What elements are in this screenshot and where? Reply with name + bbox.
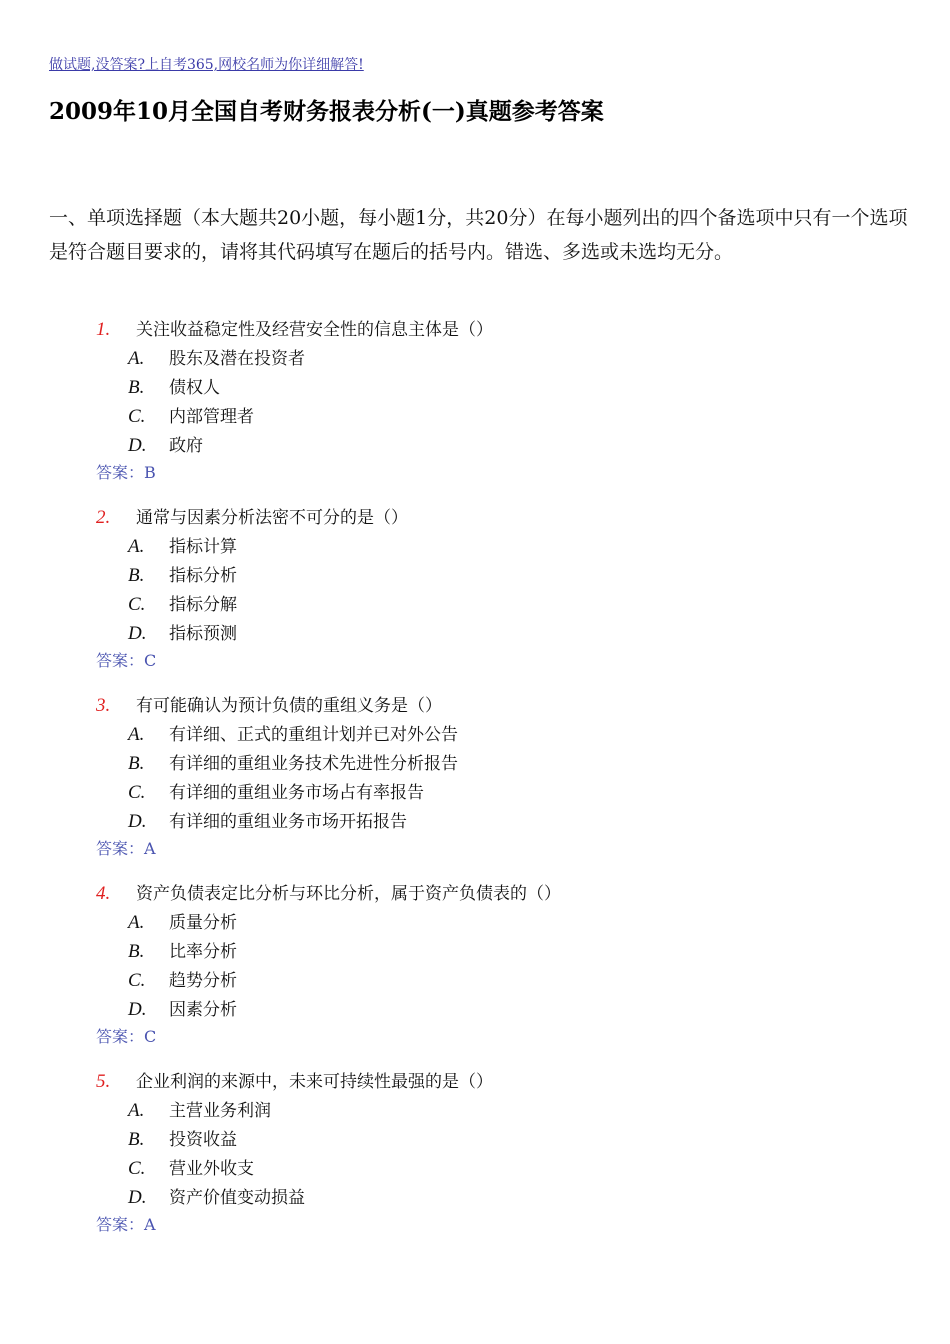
option-c [128, 1154, 254, 1183]
option-text: 趋势分析 [169, 971, 237, 991]
option-text: 有详细、正式的重组计划并已对外公告 [169, 725, 458, 745]
question-list [0, 315, 950, 1255]
option-b [128, 561, 237, 590]
option-text: 投资收益 [169, 1130, 237, 1150]
option-letter: D. [128, 811, 147, 832]
option-letter: A. [128, 536, 145, 557]
answer-text: 答案：A [96, 839, 156, 858]
option-b [128, 1125, 237, 1154]
question-item [0, 879, 950, 1067]
option-d [128, 619, 237, 648]
option-letter: D. [128, 999, 147, 1020]
option-d [128, 431, 203, 460]
question-text: 资产负债表定比分析与环比分析，属于资产负债表的（） [136, 884, 561, 904]
option-letter: A. [128, 1100, 145, 1121]
option-c [128, 778, 424, 807]
question-stem [96, 691, 442, 721]
option-b [128, 373, 220, 402]
question-item [0, 1067, 950, 1255]
option-letter: C. [128, 782, 146, 803]
page-title: 2009年10月全国自考财务报表分析(一)真题参考答案 [49, 98, 604, 125]
option-text: 股东及潜在投资者 [169, 349, 305, 369]
answer-text: 答案：C [96, 1027, 157, 1046]
option-letter: A. [128, 912, 145, 933]
option-letter: C. [128, 594, 146, 615]
option-text: 指标分解 [169, 595, 237, 615]
option-text: 比率分析 [169, 942, 237, 962]
question-item [0, 503, 950, 691]
option-text: 有详细的重组业务市场占有率报告 [169, 783, 424, 803]
option-text: 指标预测 [169, 624, 237, 644]
promo-link[interactable]: 做试题,没答案?上自考365,网校名师为你详细解答! [49, 57, 364, 73]
option-c [128, 590, 237, 619]
option-text: 营业外收支 [169, 1159, 254, 1179]
question-stem [96, 1067, 493, 1097]
question-number: 3. [96, 695, 111, 716]
question-number: 5. [96, 1071, 111, 1092]
option-b [128, 937, 237, 966]
question-item [0, 691, 950, 879]
option-text: 因素分析 [169, 1000, 237, 1020]
answer-text: 答案：A [96, 1215, 156, 1234]
answer-text: 答案：C [96, 651, 157, 670]
option-a [128, 344, 305, 373]
option-letter: C. [128, 406, 146, 427]
option-text: 指标计算 [169, 537, 237, 557]
option-c [128, 402, 254, 431]
option-text: 内部管理者 [169, 407, 254, 427]
question-text: 企业利润的来源中，未来可持续性最强的是（） [136, 1072, 493, 1092]
question-number: 1. [96, 319, 111, 340]
option-text: 质量分析 [169, 913, 237, 933]
option-letter: B. [128, 753, 145, 774]
option-text: 债权人 [169, 378, 220, 398]
option-letter: B. [128, 377, 145, 398]
option-d [128, 1183, 305, 1212]
option-d [128, 807, 407, 836]
question-text: 通常与因素分析法密不可分的是（） [136, 508, 408, 528]
question-item [0, 315, 950, 503]
question-stem [96, 879, 561, 909]
option-letter: D. [128, 1187, 147, 1208]
option-a [128, 532, 237, 561]
option-letter: B. [128, 941, 145, 962]
option-text: 资产价值变动损益 [169, 1188, 305, 1208]
option-b [128, 749, 458, 778]
option-a [128, 720, 458, 749]
option-letter: A. [128, 724, 145, 745]
option-text: 主营业务利润 [169, 1101, 271, 1121]
option-letter: D. [128, 623, 147, 644]
option-text: 政府 [169, 436, 203, 456]
option-letter: C. [128, 1158, 146, 1179]
option-d [128, 995, 237, 1024]
question-text: 有可能确认为预计负债的重组义务是（） [136, 696, 442, 716]
section-instructions: 一、单项选择题（本大题共20小题，每小题1分，共20分）在每小题列出的四个备选项中只有一个选项是符合题目要求的，请将其代码填写在题后的括号内。错选、多选或未选均无分。 [49, 207, 908, 263]
option-letter: B. [128, 1129, 145, 1150]
answer-text: 答案：B [96, 463, 156, 482]
question-number: 4. [96, 883, 111, 904]
question-number: 2. [96, 507, 111, 528]
question-stem [96, 315, 493, 345]
option-text: 指标分析 [169, 566, 237, 586]
option-letter: C. [128, 970, 146, 991]
option-a [128, 1096, 271, 1125]
option-letter: A. [128, 348, 145, 369]
option-a [128, 908, 237, 937]
question-stem [96, 503, 408, 533]
option-text: 有详细的重组业务技术先进性分析报告 [169, 754, 458, 774]
option-text: 有详细的重组业务市场开拓报告 [169, 812, 407, 832]
option-letter: B. [128, 565, 145, 586]
option-c [128, 966, 237, 995]
question-text: 关注收益稳定性及经营安全性的信息主体是（） [136, 320, 493, 340]
option-letter: D. [128, 435, 147, 456]
